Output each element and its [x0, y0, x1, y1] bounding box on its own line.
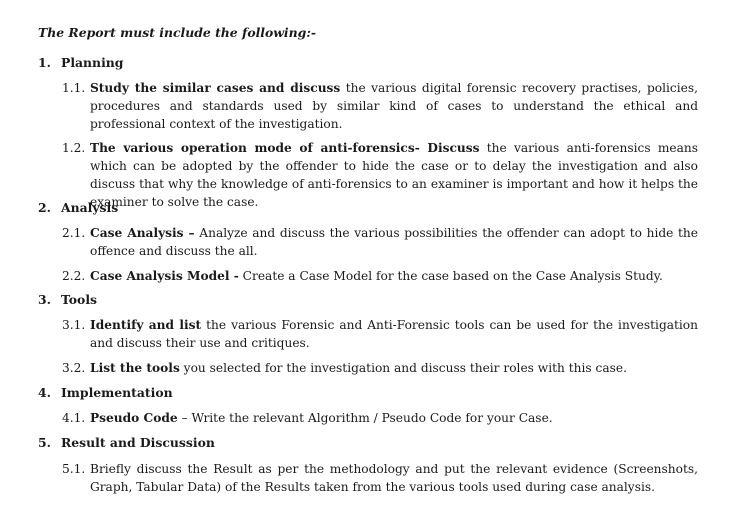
- list-item-4-1: [62, 409, 698, 427]
- item-number: 1.2.: [62, 141, 86, 155]
- section-planning: [38, 55, 123, 70]
- item-bold-lead: Study the similar cases and discuss: [90, 81, 341, 95]
- item-bold-lead: Identify and list: [90, 318, 202, 332]
- item-number: 1.1.: [62, 81, 86, 95]
- item-text: Analyze and discuss the various possibilities the offender can adopt to hide the offence and discuss the all.: [90, 226, 698, 258]
- section-number: 3.: [38, 292, 51, 307]
- list-item-2-2: [62, 267, 698, 285]
- item-text: the various digital forensic recovery practises, policies, procedures and standards used by similar kind of cases to understand the ethical and professional context of the investigation.: [90, 81, 698, 131]
- section-title: Result and Discussion: [61, 435, 215, 450]
- item-text: you selected for the investigation and discuss their roles with this case.: [179, 361, 627, 375]
- section-implementation: [38, 385, 173, 400]
- item-bold-lead: List the tools: [90, 361, 180, 375]
- item-bold-lead: Case Analysis –: [90, 226, 195, 240]
- list-item-2-1: [62, 224, 698, 260]
- section-number: 1.: [38, 55, 51, 70]
- item-number: 3.1.: [62, 318, 86, 332]
- item-text: the various anti-forensics means which can be adopted by the offender to hide the case or to delay the investigation and also discuss that why the knowledge of anti-forensics to an examiner is important and how it helps the examiner to solve the case.: [90, 141, 698, 209]
- item-number: 2.1.: [62, 226, 86, 240]
- item-bold-lead: Case Analysis Model -: [90, 269, 239, 283]
- list-item-1-2: [62, 139, 698, 211]
- section-tools: [38, 292, 97, 307]
- list-item-5-1: [62, 460, 698, 496]
- section-result-and-discussion: [38, 435, 215, 450]
- section-number: 5.: [38, 435, 51, 450]
- section-title: Planning: [61, 55, 124, 70]
- document-heading: The Report must include the following:-: [38, 25, 317, 40]
- item-bold-lead: Pseudo Code: [90, 411, 178, 425]
- item-text: Briefly discuss the Result as per the methodology and put the relevant evidence (Screenshots, Graph, Tabular Data) of the Results taken from the various tools used during case analysis.: [90, 462, 698, 494]
- item-number: 2.2.: [62, 269, 86, 283]
- section-title: Implementation: [61, 385, 173, 400]
- item-number: 4.1.: [62, 411, 86, 425]
- item-number: 5.1.: [62, 462, 86, 476]
- section-title: Analysis: [61, 200, 119, 215]
- item-number: 3.2.: [62, 361, 86, 375]
- item-bold-lead: The various operation mode of anti-forensics- Discuss: [90, 141, 480, 155]
- section-analysis: [38, 200, 118, 215]
- section-number: 4.: [38, 385, 51, 400]
- item-text: Create a Case Model for the case based on the Case Analysis Study.: [238, 269, 663, 283]
- section-number: 2.: [38, 200, 51, 215]
- item-text: – Write the relevant Algorithm / Pseudo Code for your Case.: [177, 411, 553, 425]
- list-item-3-1: [62, 316, 698, 352]
- list-item-3-2: [62, 359, 698, 377]
- section-title: Tools: [61, 292, 98, 307]
- item-text: the various Forensic and Anti-Forensic tools can be used for the investigation and discuss their use and critiques.: [90, 318, 698, 350]
- list-item-1-1: [62, 79, 698, 133]
